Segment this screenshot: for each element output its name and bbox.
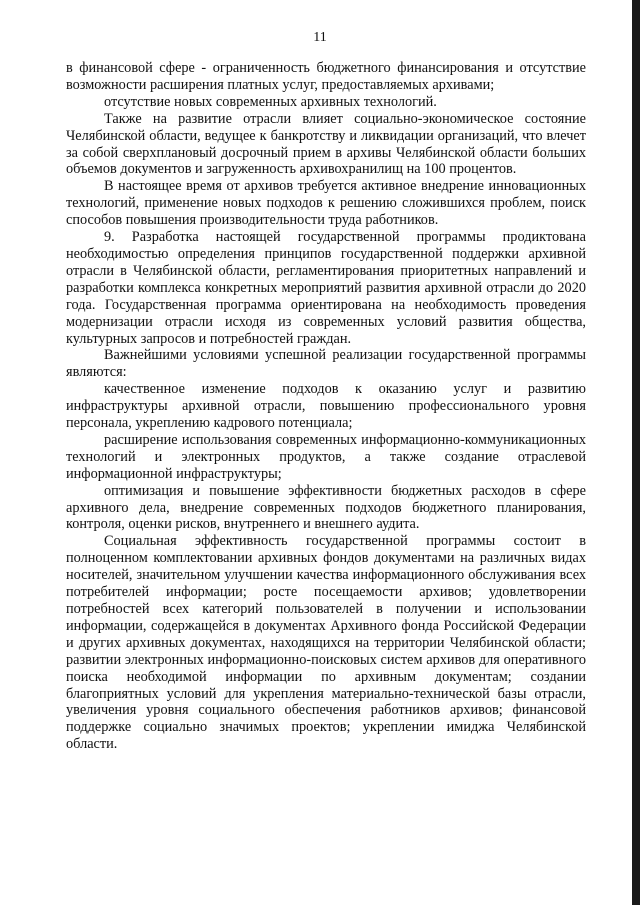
paragraph: отсутствие новых современных архивных технологий. <box>104 93 437 110</box>
paragraph: Также на развитие отрасли влияет социально-экономическое состояние Челябинской области, ведущее к банкротству и ликвидации организаций, что влечет за собой сверхплановый досрочный прием в архивы Челябинской области больших объемов документов и загруженность архивохранилищ на 100 процентов. <box>66 110 586 178</box>
paragraph: В настоящее время от архивов требуется активное внедрение инновационных технологий, применение новых подходов к решению сложившихся проблем, поиск способов повышения производительности труда работников. <box>66 178 586 229</box>
paragraph: Важнейшими условиями успешной реализации государственной программы являются: <box>66 347 586 381</box>
paragraph: в финансовой сфере - ограниченность бюджетного финансирования и отсутствие возможности расширения платных услуг, предоставляемых архивами; <box>66 60 586 93</box>
paragraph: Социальная эффективность государственной программы состоит в полноценном комплектовании архивных фондов документами на различных видах носителей, значительном улучшении качества информационного обслуживания всех потребителей информации; росте посещаемости архивов; удовлетворении потребностей всех категорий пользователей в получении и использовании информации, содержащейся в документах Архивного фонда Российской Федерации и других архивных документах, находящихся на территории Челябинской области; развитии электронных информационно-поисковых систем архивов для оперативного поиска необходимой информации по архивным документам; создании благоприятных условий для укрепления материально-технической базы отрасли, увеличения уровня социального обеспечения работников архивов; финансовой поддержке социально значимых проектов; укреплении имиджа Челябинской области. <box>66 533 586 753</box>
paragraph: 9. Разработка настоящей государственной программы продиктована необходимостью определения принципов государственной поддержки архивной отрасли в Челябинской области, регламентирования приоритетных направлений и разработки комплекса конкретных мероприятий развития архивной отрасли до 2020 года. Государственная программа ориентирована на необходимость проведения модернизации отрасли исходя из современных условий развития общества, культурных запросов и потребностей граждан. <box>66 229 586 347</box>
scan-edge-shadow <box>632 0 640 905</box>
paragraph: качественное изменение подходов к оказанию услуг и развитию инфраструктуры архивной отрасли, повышению профессионального уровня персонала, укреплению кадрового потенциала; <box>66 381 586 432</box>
paragraph: оптимизация и повышение эффективности бюджетных расходов в сфере архивного дела, внедрение современных подходов бюджетного планирования, контроля, оценки рисков, внутреннего и внешнего аудита. <box>66 482 586 533</box>
paragraph: расширение использования современных информационно-коммуникационных технологий и электронных продуктов, а также создание отраслевой информационной инфраструктуры; <box>66 431 586 482</box>
page-number: 11 <box>313 30 327 45</box>
document-body <box>66 60 586 753</box>
